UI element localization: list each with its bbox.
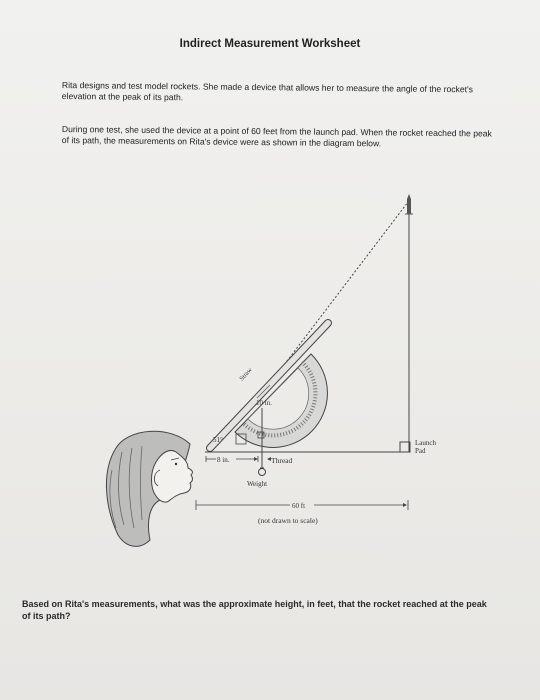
weight-icon — [259, 468, 266, 476]
question-text: Based on Rita's measurements, what was the approximate height, in feet, that the rocket reached at the peak of its path? — [22, 599, 487, 621]
offset-label: 8 in. — [217, 456, 230, 464]
launch-label-2: Pad — [415, 447, 426, 455]
radius-label: 10 in. — [256, 399, 272, 407]
weight-label: Weight — [247, 480, 268, 488]
girl-figure — [106, 431, 192, 546]
straw-label: Straw — [238, 366, 254, 383]
intro-paragraph: Rita designs and test model rockets. She made a device that allows her to measure the angle of the rocket's elevation at the peak of its path. — [61, 80, 474, 103]
angle-label: 51° — [213, 436, 223, 444]
offset-arrow — [254, 457, 258, 461]
scale-note: (not drawn to scale) — [258, 516, 318, 525]
test-paragraph: During one test, she used the device at a point of 60 feet from the launch pad. When the rocket reached the peak of its path, the measurements on Rita's device were as shown in the diagram below. — [61, 124, 492, 149]
launch-label-1: Launch — [415, 439, 436, 447]
distance-label: 60 ft — [292, 502, 306, 510]
distance-arrow — [403, 503, 407, 507]
worksheet-title: Indirect Measurement Worksheet — [179, 38, 361, 50]
thread-label: Thread — [271, 456, 293, 465]
